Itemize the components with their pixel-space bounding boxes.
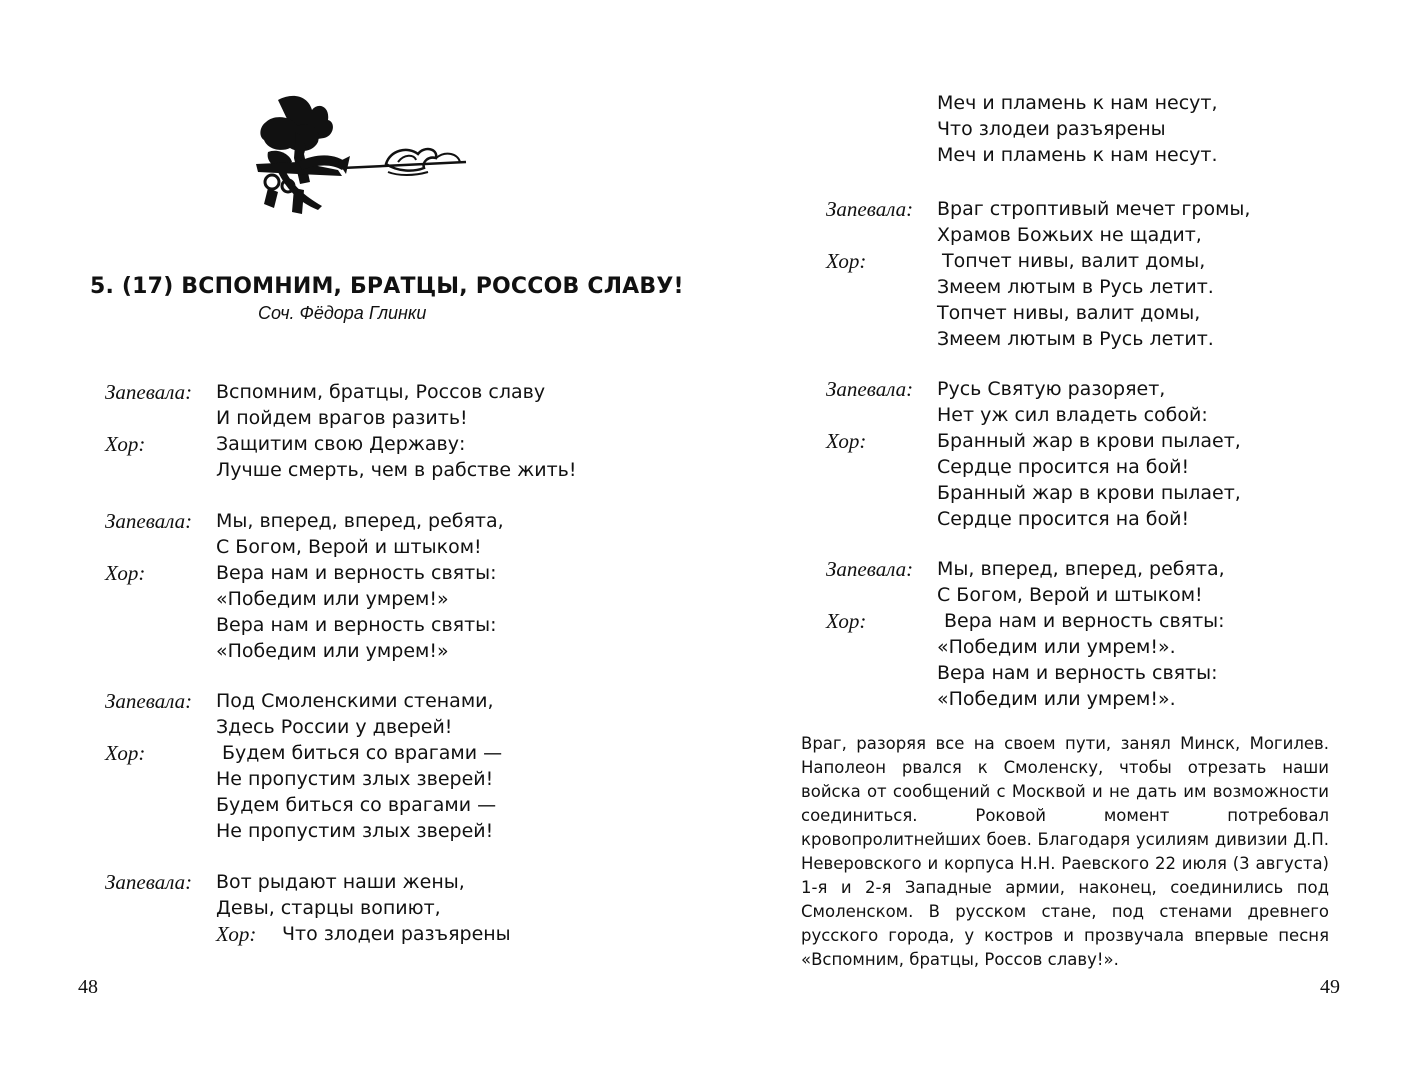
- verse-line: Бранный жар в крови пылает,: [937, 482, 1241, 504]
- verse-line: «Победим или умрем!»: [216, 588, 449, 610]
- lead-singer-label: Запевала:: [105, 380, 193, 404]
- verse-line: Вера нам и верность святы:: [216, 614, 497, 636]
- verse-line: Мы, вперед, вперед, ребята,: [937, 558, 1225, 580]
- song-title: 5. (17) ВСПОМНИМ, БРАТЦЫ, РОССОВ СЛАВУ!: [90, 274, 684, 299]
- chorus-label: Хор:: [105, 741, 146, 765]
- verse-line: Не пропустим злых зверей!: [216, 820, 494, 842]
- military-trophy-emblem-icon: [238, 92, 470, 222]
- verse-line: Меч и пламень к нам несут,: [937, 92, 1218, 114]
- verse-line: «Победим или умрем!».: [937, 636, 1176, 658]
- verse-line: Что злодеи разъярены: [937, 118, 1166, 140]
- lead-singer-label: Запевала:: [826, 197, 914, 221]
- song-author: Соч. Фёдора Глинки: [258, 303, 427, 323]
- verse-line: Храмов Божьих не щадит,: [937, 224, 1202, 246]
- verse-line: Нет уж сил владеть собой:: [937, 404, 1208, 426]
- verse-line: Не пропустим злых зверей!: [216, 768, 494, 790]
- chorus-label: Хор:: [105, 561, 146, 585]
- verse-line: С Богом, Верой и штыком!: [216, 536, 482, 558]
- verse-line: Здесь России у дверей!: [216, 716, 453, 738]
- verse-line: Сердце просится на бой!: [937, 456, 1190, 478]
- verse-line: «Победим или умрем!».: [937, 688, 1176, 710]
- verse-line: Змеем лютым в Русь летит.: [937, 328, 1214, 350]
- verse-line: Сердце просится на бой!: [937, 508, 1190, 530]
- verse-line: Змеем лютым в Русь летит.: [937, 276, 1214, 298]
- lead-singer-label: Запевала:: [105, 689, 193, 713]
- verse-line: Что злодеи разъярены: [282, 923, 511, 945]
- verse-line: Вспомним, братцы, Россов славу: [216, 381, 546, 403]
- verse-line: Меч и пламень к нам несут.: [937, 144, 1218, 166]
- verse-line: Девы, старцы вопиют,: [216, 897, 441, 919]
- verse-line: И пойдем врагов разить!: [216, 407, 468, 429]
- verse-line: Русь Святую разоряет,: [937, 378, 1166, 400]
- chorus-label: Хор:: [826, 609, 867, 633]
- verse-line: Будем биться со врагами —: [216, 794, 497, 816]
- verse-line: Мы, вперед, вперед, ребята,: [216, 510, 504, 532]
- verse-line: «Победим или умрем!»: [216, 640, 449, 662]
- verse-line: Лучше смерть, чем в рабстве жить!: [216, 459, 577, 481]
- chorus-label: Хор:: [826, 429, 867, 453]
- lead-singer-label: Запевала:: [826, 377, 914, 401]
- lead-singer-label: Запевала:: [105, 870, 193, 894]
- verse-line: Вера нам и верность святы:: [216, 562, 497, 584]
- verse-line: Вера нам и верность святы:: [937, 662, 1218, 684]
- page-number: 48: [78, 976, 98, 998]
- verse-line: Будем биться со врагами —: [222, 742, 503, 764]
- page-number: 49: [1320, 976, 1340, 998]
- chorus-label: Хор:: [826, 249, 867, 273]
- lead-singer-label: Запевала:: [826, 557, 914, 581]
- chorus-label: Хор:: [105, 432, 146, 456]
- verse-line: Под Смоленскими стенами,: [216, 690, 494, 712]
- verse-line: Топчет нивы, валит домы,: [937, 302, 1201, 324]
- verse-line: Враг строптивый мечет громы,: [937, 198, 1251, 220]
- verse-line: Топчет нивы, валит домы,: [942, 250, 1206, 272]
- lead-singer-label: Запевала:: [105, 509, 193, 533]
- verse-line: Вот рыдают наши жены,: [216, 871, 465, 893]
- verse-line: Бранный жар в крови пылает,: [937, 430, 1241, 452]
- verse-line: С Богом, Верой и штыком!: [937, 584, 1203, 606]
- right-page: [712, 0, 1424, 1080]
- chorus-label: Хор:: [216, 922, 257, 946]
- historical-note-paragraph: Враг, разоряя все на своем пути, занял Минск, Могилев. Наполеон рвался к Смоленску, чтобы отрезать наши войска от сообщений с Москвой и не дать им возможности соединиться. Роковой момент потребовал кровопролитнейших боев. Благодаря усилиям дивизии Д.П. Неверовского и корпуса Н.Н. Раевского 22 июля (3 августа) 1-я и 2-я Западные армии, наконец, соединились под Смоленском. В русском стане, под стенами древнего русского города, у костров и прозвучала впервые песня «Вспомним, братцы, Россов славу!».: [801, 734, 1329, 969]
- verse-line: Вера нам и верность святы:: [944, 610, 1225, 632]
- verse-line: Защитим свою Державу:: [216, 433, 466, 455]
